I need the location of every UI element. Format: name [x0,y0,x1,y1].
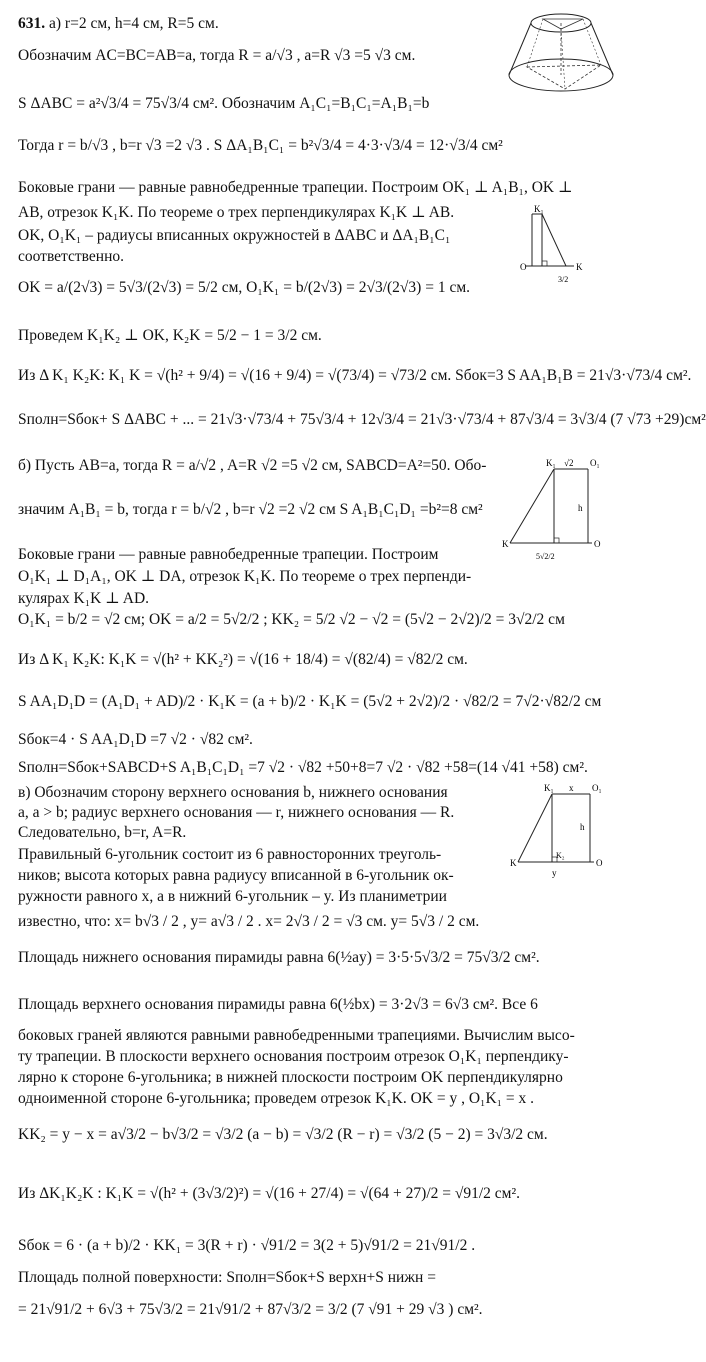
part-c-line: лярно к стороне 6-угольника; в нижней плоскости построим OK перпендикулярно [18,1069,563,1086]
part-c-line: Площадь нижнего основания пирамиды равна 6(½ay) = 3·5·5√3/2 = 75√3/2 см². [18,949,540,966]
part-b-line: Боковые грани — равные равнобедренные трапеции. Построим [18,546,439,563]
part-c-line: ту трапеции. В плоскости верхнего основания построим отрезок O₁K₁ перпендику- [18,1048,569,1065]
figure-c-cross-section [502,780,616,880]
fig-c-o1-label: O₁ [592,783,602,793]
part-c-line: Sбок = 6 · (a + b)/2 · KK₁ = 3(R + r) · √91/2 = 3(2 + 5)√91/2 = 21√91/2 . [18,1237,476,1254]
fig-c-slant [518,794,552,862]
fig-b-right-angle [554,538,559,543]
part-c-line: Из ΔK₁K₂K : K₁K = √(h² + (3√3/2)²) = √(16 + 27/4) = √(64 + 27)/2 = √91/2 см². [18,1185,521,1202]
part-a-line: Обозначим AC=BC=AB=a, тогда R = a/√3 , a=R √3 =5 √3 см. [18,47,416,64]
part-a-line: OK, O₁K₁ – радиусы вписанных окружностей в ΔABC и ΔA₁B₁C₁ [18,227,451,244]
part-c-line: = 21√91/2 + 6√3 + 75√3/2 = 21√91/2 + 87√3/2 = 3/2 (7 √91 + 29 √3 ) см². [18,1301,483,1318]
frustum-right-edge [591,23,613,75]
fig-c-k-label: K [510,858,517,868]
part-b-line: O₁K₁ ⊥ D₁A₁, OK ⊥ DA, отрезок K₁K. По теореме о трех перпенди- [18,568,472,585]
part-a-line: Боковые грани — равные равнобедренные трапеции. Построим OK₁ ⊥ A₁B₁, OK ⊥ [18,179,573,196]
part-b-line: Sбок=4 · S AA₁D₁D =7 √2 · √82 см². [18,731,253,748]
fig-c-y-label: y [552,868,557,878]
fig-b-o1-label: O₁ [590,458,600,468]
part-b-line: Sполн=Sбок+SABCD+S A₁B₁C₁D₁ =7 √2 · √82 +50+8=7 √2 · √82 +58=(14 √41 +58) см². [18,759,588,776]
part-b-line: кулярах K₁K ⊥ AD. [18,590,150,607]
fig-c-h-label: h [580,822,585,832]
part-c-line: одноименной стороне 6-угольника; проведем отрезок K₁K. OK = y , O₁K₁ = x . [18,1090,535,1107]
part-c-line: KK₂ = y − x = a√3/2 − b√3/2 = √3/2 (a − b) = √3/2 (R − r) = √3/2 (5 − 2) = 3√3/2 см. [18,1126,548,1143]
part-c-line: Площадь верхнего основания пирамиды равна 6(½bx) = 3·2√3 = 6√3 см². Все 6 [18,996,538,1013]
fig-c-o-label: O [596,858,603,868]
part-c-line: a, a > b; радиус верхнего основания — r, нижнего основания — R. [18,804,455,821]
part-c-line: в) Обозначим сторону верхнего основания b, нижнего основания [18,784,448,801]
part-b-line: S AA₁D₁D = (A₁D₁ + AD)/2 · K₁K = (a + b)/2 · K₁K = (5√2 + 2√2)/2 · √82/2 = 7√2·√82/2 см [18,693,602,710]
part-a-line: OK = a/(2√3) = 5√3/(2√3) = 5/2 см, O₁K₁ = b/(2√3) = 2√3/(2√3) = 1 см. [18,279,471,296]
fig-a-o-label: O [520,262,527,272]
fig-a-k-label: K [576,262,583,272]
fig-b-k-label: K [502,539,509,549]
part-a-line: Проведем K₁K₂ ⊥ OK, K₂K = 5/2 − 1 = 3/2 см. [18,327,322,344]
problem-number: 631. [18,15,46,32]
fig-c-k2-label: K₂ [556,851,565,860]
fig-b-bottom-label: 5√2/2 [536,552,555,561]
fig-b-slant [510,469,554,543]
part-b-line: O₁K₁ = b/2 = √2 см; OK = a/2 = 5√2/2 ; KK₂ = 5/2 √2 − √2 = (5√2 − 2√2)/2 = 3√2/2 см [18,611,565,628]
part-c-line: Правильный 6-угольник состоит из 6 равносторонних треуголь- [18,846,442,863]
fig-a-right-angle [542,261,547,266]
frustum-top-triangle [543,19,583,29]
figure-b-cross-section [500,455,616,575]
part-c-line: ружности равного x, а в нижний 6-угольник – y. Из планиметрии [18,888,447,905]
part-a-line: S ΔABC = a²√3/4 = 75√3/4 см². Обозначим A₁C₁=B₁C₁=A₁B₁=b [18,95,430,112]
part-a-line: Из Δ K₁ K₂K: K₁ K = √(h² + 9/4) = √(16 + 9/4) = √(73/4) = √73/2 см. Sбок=3 S AA₁B₁B = 21√3·√73/4 см². [18,367,692,384]
fig-c-x-label: x [569,783,574,793]
fig-b-k1-label: K₁ [546,458,556,468]
part-c-line: ников; высота которых равна радиусу вписанной в 6-угольник ок- [18,867,454,884]
part-a-line: соответственно. [18,248,124,265]
fig-b-h-label: h [578,503,583,513]
part-a-line: Sполн=Sбок+ S ΔABC + ... = 21√3·√73/4 + 75√3/4 + 12√3/4 = 21√3·√73/4 + 87√3/4 = 3√3/4 (7 √73 +29)см² [18,411,706,428]
part-b-line: б) Пусть AB=a, тогда R = a/√2 , A=R √2 =5 √2 см, SABCD=A²=50. Обо- [18,457,487,474]
part-a-line: AB, отрезок K₁K. По теореме о трех перпендикулярах K₁K ⊥ AB. [18,204,455,221]
part-b-line: значим A₁B₁ = b, тогда r = b/√2 , b=r √2 =2 √2 см S A₁B₁C₁D₁ =b²=8 см² [18,501,483,518]
fig-b-top-label: √2 [564,458,574,468]
fig-c-k1-label: K₁ [544,783,554,793]
part-c-line: известно, что: x= b√3 / 2 , y= a√3 / 2 . x= 2√3 / 2 = √3 см. y= 5√3 / 2 см. [18,913,480,930]
part-b-line: Из Δ K₁ K₂K: K₁K = √(h² + KK₂²) = √(16 + 18/4) = √(82/4) = √82/2 см. [18,651,468,668]
fig-a-slant [542,214,566,266]
part-a-header: а) r=2 см, h=4 см, R=5 см. [49,15,219,32]
figure-a-cross-section [508,206,616,292]
fig-a-k1-label: K₁ [534,204,544,214]
part-a-line: Тогда r = b/√3 , b=r √3 =2 √3 . S ΔA₁B₁C₁ = b²√3/4 = 4·3·√3/4 = 12·√3/4 см² [18,137,503,154]
part-c-line: боковых граней являются равными равнобедренными трапециями. Вычислим высо- [18,1027,575,1044]
frustum-figure [505,5,617,97]
fig-a-frac-label: 3/2 [558,275,569,284]
fig-b-o-label: O [594,539,601,549]
part-c-line: Следовательно, b=r, A=R. [18,824,187,841]
part-c-line: Площадь полной поверхности: Sполн=Sбок+S верхн+S нижн = [18,1269,436,1286]
